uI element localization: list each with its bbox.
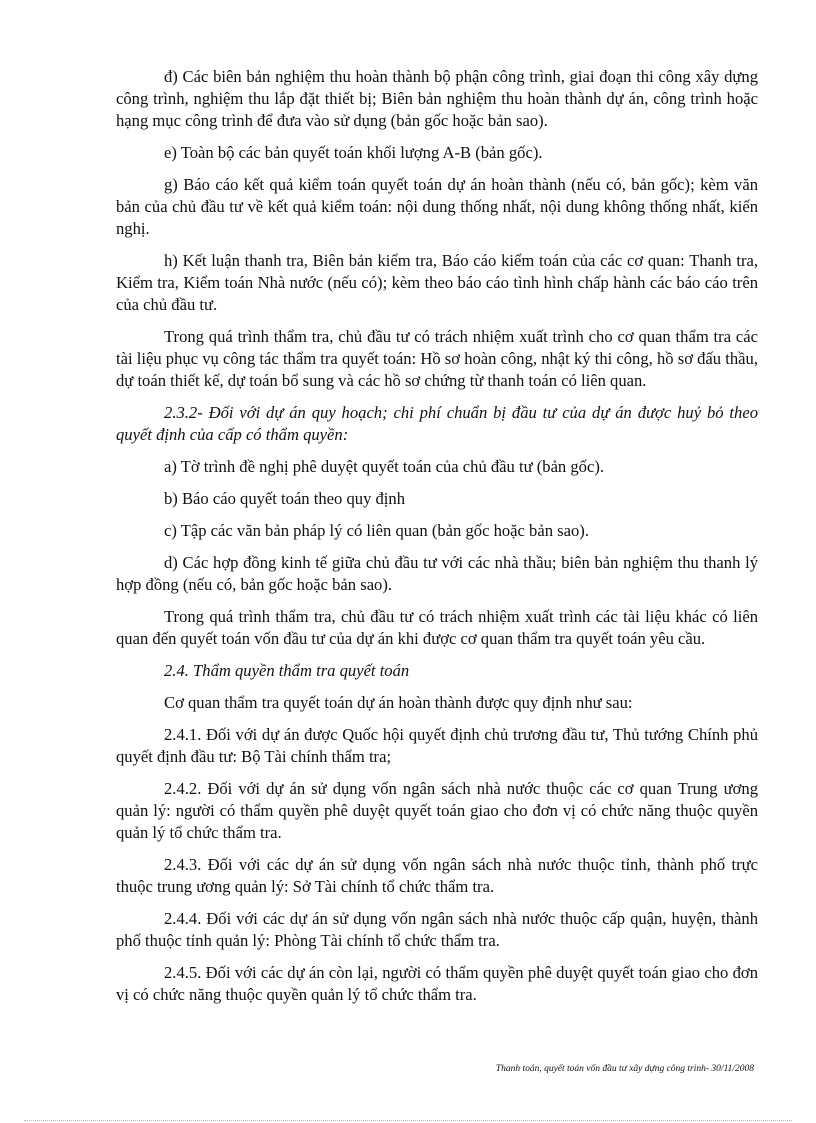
paragraph-inspection-duty: Trong quá trình thẩm tra, chủ đầu tư có trách nhiệm xuất trình cho cơ quan thẩm tra các tài liệu phục vụ công tác thẩm tra quyết toán: Hồ sơ hoàn công, nhật ký thi công, hồ sơ đấu thầu, dự toán thiết kế, dự toán bổ sung và các hồ sơ chứng từ thanh toán có liên quan.: [116, 327, 758, 390]
paragraph-2-4-3: 2.4.3. Đối với các dự án sử dụng vốn ngân sách nhà nước thuộc tỉnh, thành phố trực thuộc trung ương quản lý: Sở Tài chính tổ chức thẩm tra.: [116, 855, 758, 896]
paragraph-item-a: a) Tờ trình đề nghị phê duyệt quyết toán của chủ đầu tư (bản gốc).: [164, 457, 605, 476]
paragraph-item-dd: đ) Các biên bản nghiệm thu hoàn thành bộ phận công trình, giai đoạn thi công xây dựng công trình, nghiệm thu lắp đặt thiết bị; Biên bản nghiệm thu hoàn thành dự án, công trình hoặc hạng mục công trình để đưa vào sử dụng (bản gốc hoặc bản sao).: [116, 67, 758, 130]
page-footer: Thanh toán, quyết toán vốn đầu tư xây dựng công trình- 30/11/2008: [495, 1064, 754, 1074]
page-bottom-divider: [24, 1120, 792, 1121]
paragraph-additional-documents: Trong quá trình thẩm tra, chủ đầu tư có trách nhiệm xuất trình các tài liệu khác có liên quan đến quyết toán vốn đầu tư của dự án khi được cơ quan thẩm tra quyết toán yêu cầu.: [116, 607, 758, 648]
paragraph-item-g: g) Báo cáo kết quả kiểm toán quyết toán dự án hoàn thành (nếu có, bản gốc); kèm văn bản của chủ đầu tư về kết quả kiểm toán: nội dung thống nhất, nội dung không thống nhất, kiến nghị.: [116, 175, 758, 238]
paragraph-2-4-5: 2.4.5. Đối với các dự án còn lại, người có thẩm quyền phê duyệt quyết toán giao cho đơn vị có chức năng thuộc quyền quản lý tổ chức thẩm tra.: [116, 963, 758, 1004]
paragraph-2-4-1: 2.4.1. Đối với dự án được Quốc hội quyết định chủ trương đầu tư, Thủ tướng Chính phủ quyết định đầu tư: Bộ Tài chính thẩm tra;: [116, 725, 758, 766]
section-heading-2-3-2: 2.3.2- Đối với dự án quy hoạch; chi phí chuẩn bị đầu tư của dự án được huỷ bỏ theo quyết định của cấp có thẩm quyền:: [116, 403, 758, 444]
document-body: [116, 66, 758, 1016]
paragraph-item-b: b) Báo cáo quyết toán theo quy định: [164, 489, 406, 508]
paragraph-item-h: h) Kết luận thanh tra, Biên bản kiểm tra, Báo cáo kiểm toán của các cơ quan: Thanh tra, Kiểm tra, Kiểm toán Nhà nước (nếu có); kèm theo báo cáo tình hình chấp hành các báo cáo trên của chủ đầu tư.: [116, 251, 758, 314]
paragraph-item-c: c) Tập các văn bản pháp lý có liên quan (bản gốc hoặc bản sao).: [164, 521, 589, 540]
paragraph-item-d: d) Các hợp đồng kinh tế giữa chủ đầu tư với các nhà thầu; biên bản nghiệm thu thanh lý hợp đồng (nếu có, bản gốc hoặc bản sao).: [116, 553, 758, 594]
paragraph-2-4-4: 2.4.4. Đối với các dự án sử dụng vốn ngân sách nhà nước thuộc cấp quận, huyện, thành phố thuộc tỉnh quản lý: Phòng Tài chính tổ chức thẩm tra.: [116, 909, 758, 950]
section-heading-2-4: 2.4. Thẩm quyền thẩm tra quyết toán: [164, 661, 410, 680]
paragraph-item-e: e) Toàn bộ các bản quyết toán khối lượng A-B (bản gốc).: [164, 143, 543, 162]
paragraph-2-4-2: 2.4.2. Đối với dự án sử dụng vốn ngân sách nhà nước thuộc các cơ quan Trung ương quản lý: người có thẩm quyền phê duyệt quyết toán giao cho đơn vị có chức năng thuộc quyền quản lý tổ chức thẩm tra.: [116, 779, 758, 842]
paragraph-authority-intro: Cơ quan thẩm tra quyết toán dự án hoàn thành được quy định như sau:: [164, 693, 633, 712]
